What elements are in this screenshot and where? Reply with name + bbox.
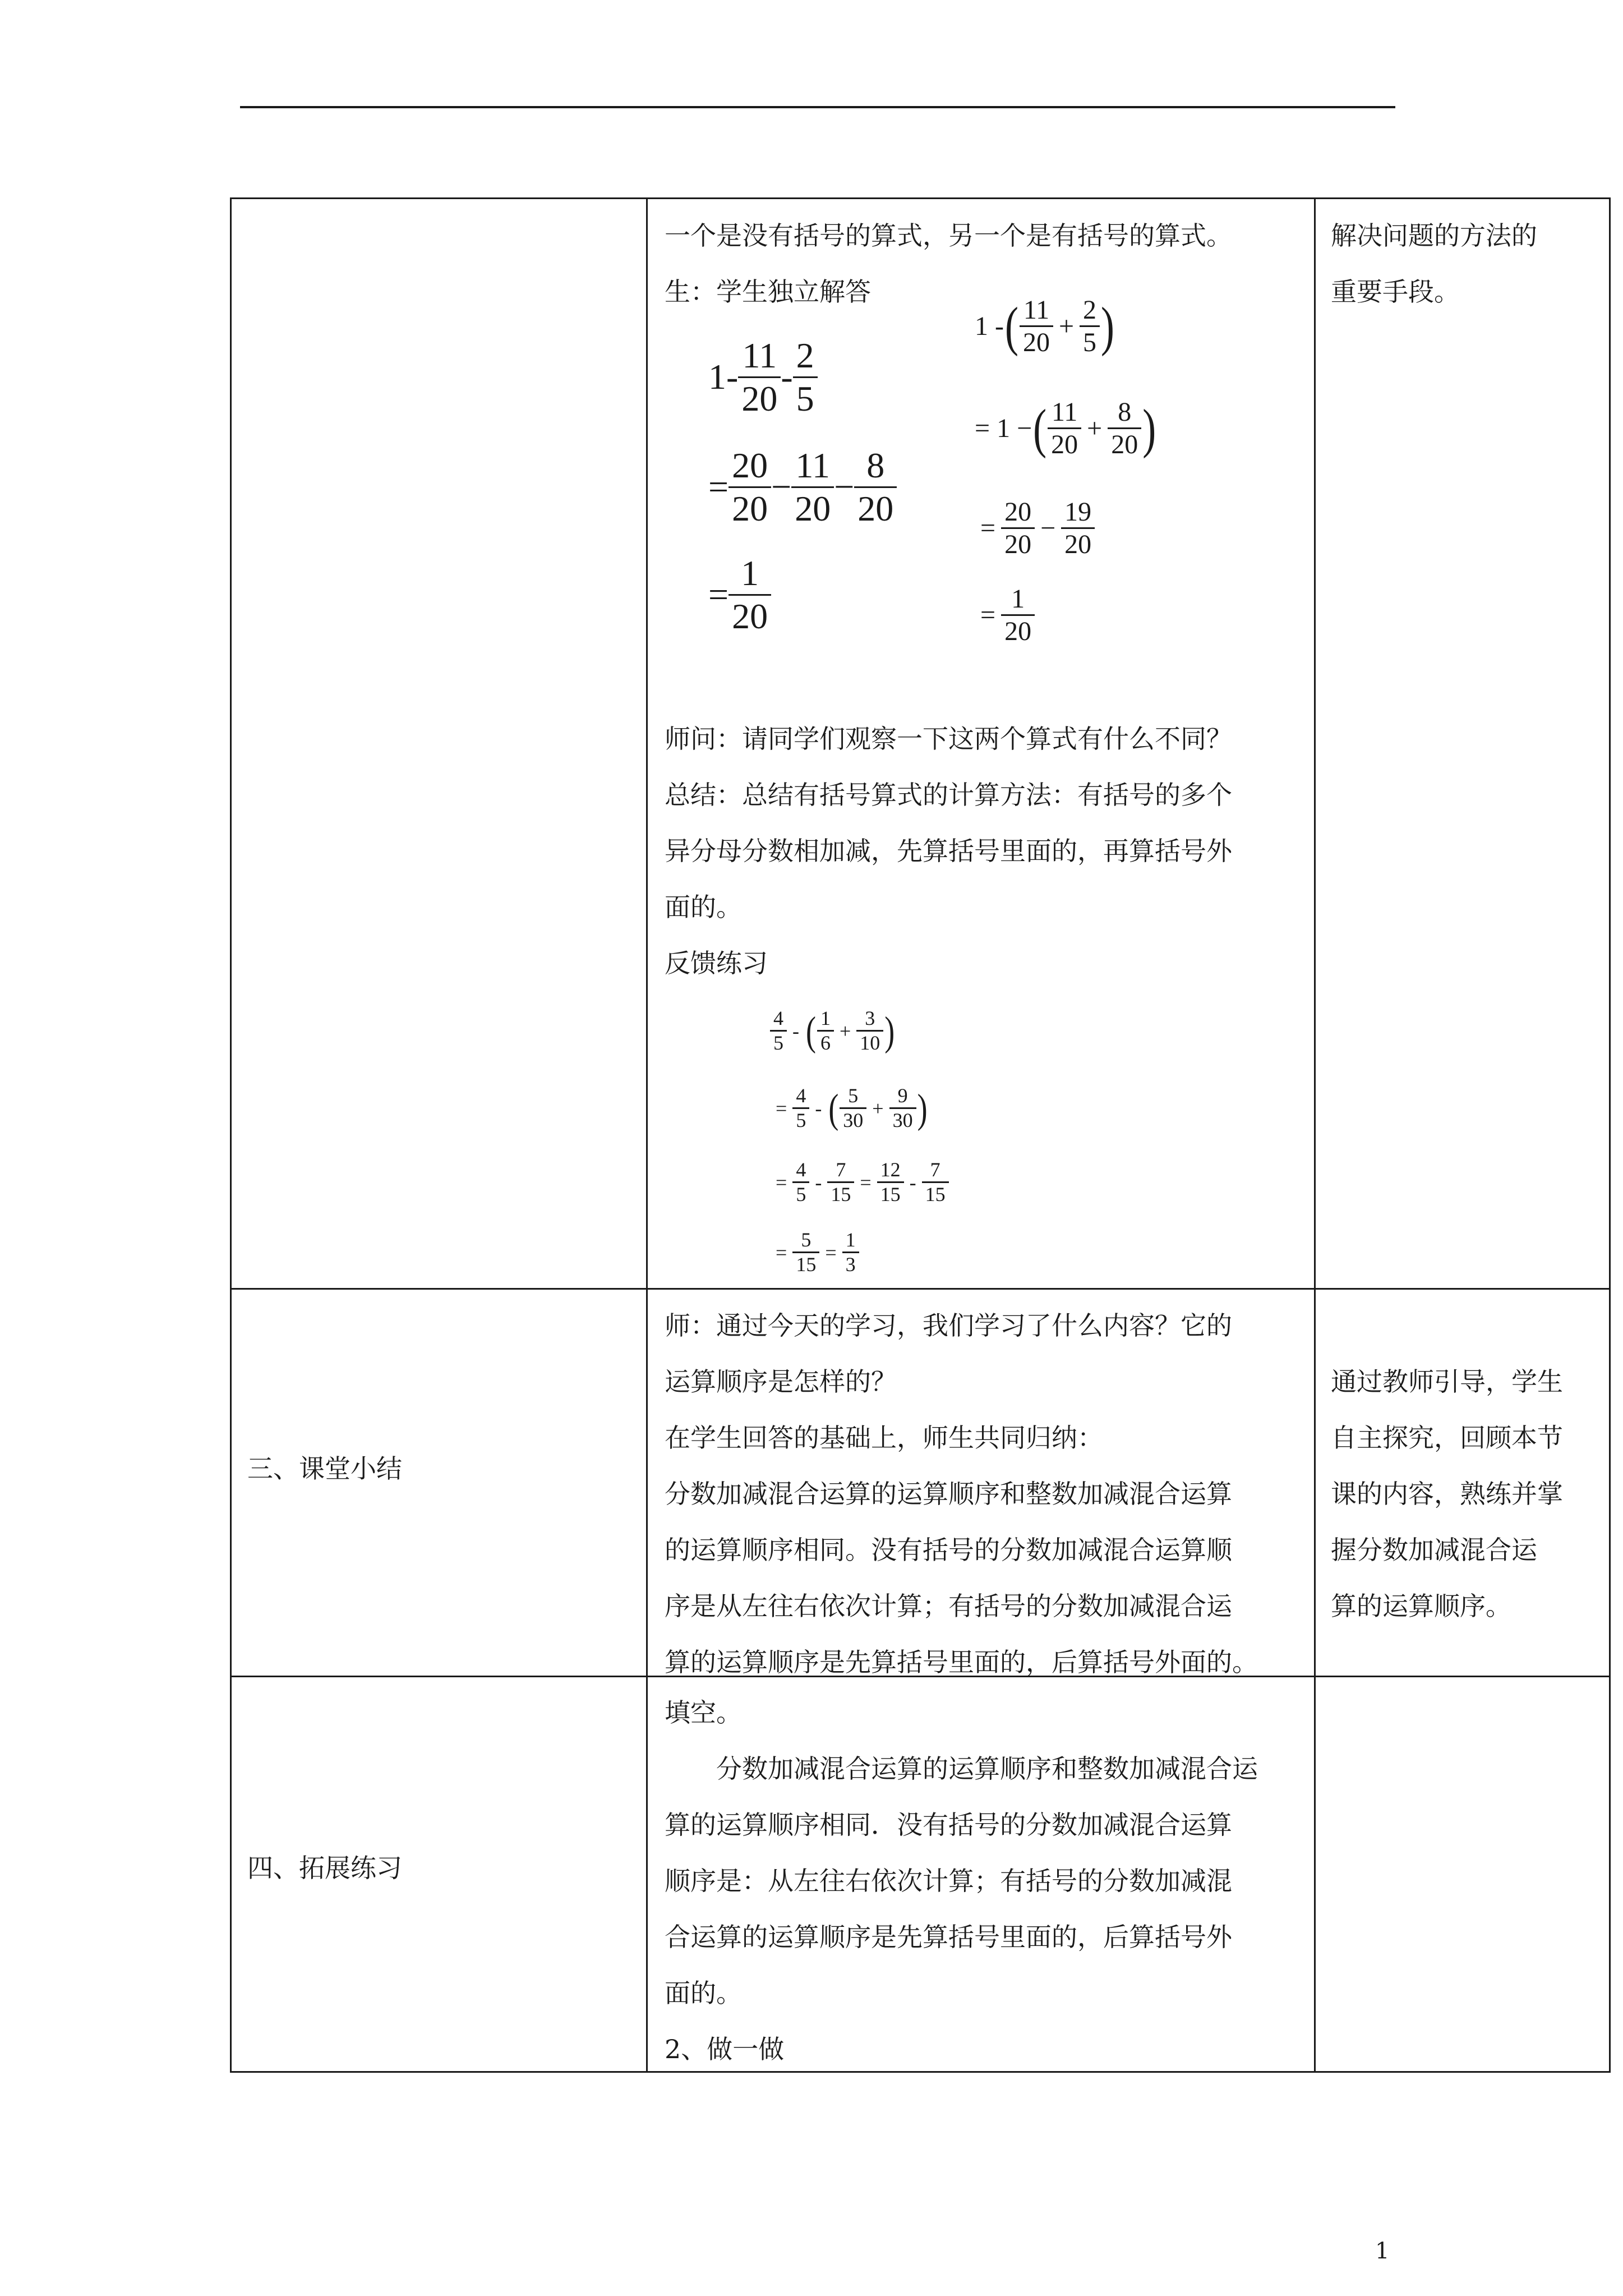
text-line: 反馈练习: [665, 948, 768, 978]
math-operator: =: [776, 1171, 787, 1194]
right-paren: ): [884, 1008, 895, 1054]
text-line: 师：通过今天的学习，我们学习了什么内容？它的: [665, 1310, 1232, 1341]
math-operator: +: [839, 1019, 851, 1042]
text-line: 合运算的运算顺序是先算括号里面的，后算括号外: [665, 1922, 1232, 1952]
note-line: 课的内容，熟练并掌: [1331, 1479, 1563, 1509]
fraction: $\frac{2}{5}$: [1080, 295, 1100, 358]
text-line: 填空。: [665, 1697, 742, 1728]
note-line: 自主探究，回顾本节: [1331, 1423, 1563, 1453]
fraction: $\frac{20}{20}$: [728, 445, 771, 529]
note-line: 通过教师引导，学生: [1331, 1366, 1563, 1397]
header-rule: [240, 106, 1395, 108]
math-operator: −: [1040, 513, 1056, 544]
calc-left-line-2: [708, 445, 897, 529]
left-paren: (: [806, 1008, 816, 1054]
right-paren: ): [1142, 398, 1156, 459]
fraction: $\frac{11}{20}$: [1020, 295, 1053, 358]
fraction: $\frac{1}{6}$: [817, 1007, 834, 1055]
column-divider-2: [1314, 199, 1316, 2071]
left-paren: (: [1033, 398, 1047, 459]
math-operator: −: [771, 467, 792, 507]
text-line: 的运算顺序相同。没有括号的分数加减混合运算顺: [665, 1535, 1232, 1565]
text-line: 分数加减混合运算的运算顺序和整数加减混合运: [665, 1754, 1258, 1784]
math-operator: +: [872, 1097, 884, 1120]
math-operator: =: [776, 1097, 787, 1120]
fraction: $\frac{5}{30}$: [840, 1084, 866, 1133]
text-line: 异分母分数相加减，先算括号里面的，再算括号外: [665, 836, 1232, 866]
fraction: $\frac{8}{20}$: [854, 445, 897, 529]
math-operator: =: [708, 467, 729, 507]
fraction: $\frac{9}{30}$: [889, 1084, 916, 1133]
math-operator: =: [980, 513, 996, 544]
fraction: $\frac{7}{15}$: [827, 1158, 854, 1207]
math-operator: −: [834, 467, 855, 507]
calc-left-line-3: [708, 553, 771, 637]
calc-right-line-1: [975, 295, 1115, 358]
math-term: = 1 −: [975, 413, 1032, 444]
note-line: 重要手段。: [1331, 277, 1460, 307]
fraction: $\frac{3}{10}$: [856, 1007, 883, 1055]
text-line: 总结：总结有括号算式的计算方法：有括号的多个: [665, 780, 1232, 810]
section-label-extension: 四、拓展练习: [247, 1853, 402, 1883]
section-label-summary: 三、课堂小结: [247, 1453, 402, 1484]
page-number: 1: [1375, 2238, 1390, 2264]
practice-line-2: [770, 1084, 929, 1133]
fraction: $\frac{1}{3}$: [842, 1228, 859, 1277]
row1-note: [1331, 208, 1537, 320]
calc-right-line-4: [975, 583, 1035, 647]
math-operator: =: [708, 574, 729, 615]
fraction: $\frac{20}{20}$: [1001, 496, 1035, 560]
note-line: 算的运算顺序。: [1331, 1591, 1511, 1621]
math-operator: =: [980, 600, 996, 631]
fraction: $\frac{5}{15}$: [792, 1228, 819, 1277]
fraction: $\frac{1}{20}$: [1001, 583, 1035, 647]
fraction: $\frac{4}{5}$: [770, 1007, 787, 1055]
text-line: 顺序是：从左往右依次计算；有括号的分数加减混: [665, 1866, 1232, 1896]
row3-content: [665, 1685, 1258, 2077]
fraction: $\frac{2}{5}$: [793, 335, 818, 419]
fraction: $\frac{19}{20}$: [1061, 496, 1095, 560]
fraction: $\frac{11}{20}$: [738, 335, 781, 419]
row2-note: [1331, 1354, 1563, 1634]
right-paren: ): [1101, 296, 1115, 357]
note-line: 解决问题的方法的: [1331, 220, 1537, 251]
lesson-table: [230, 197, 1611, 2073]
math-operator: -: [781, 357, 793, 397]
row1-content-intro: [665, 208, 1232, 320]
column-divider-1: [646, 199, 648, 2071]
calc-right-line-3: [975, 496, 1095, 560]
right-paren: ): [917, 1085, 928, 1131]
row-divider-1: [232, 1288, 1609, 1290]
text-line: 运算顺序是怎样的？: [665, 1366, 897, 1397]
fraction: $\frac{11}{20}$: [1048, 397, 1081, 460]
text-line: 在学生回答的基础上，师生共同归纳：: [665, 1423, 1103, 1453]
row1-content-summary: [665, 711, 1232, 991]
math-operator: =: [860, 1171, 872, 1194]
math-operator: -: [792, 1019, 799, 1042]
fraction: $\frac{11}{20}$: [791, 445, 834, 529]
math-operator: +: [1058, 311, 1075, 342]
math-term: 1-: [708, 357, 739, 397]
text-line: 生：学生独立解答: [665, 277, 871, 307]
math-operator: =: [825, 1241, 837, 1264]
text-line: 算的运算顺序相同．没有括号的分数加减混合运算: [665, 1810, 1232, 1840]
fraction: $\frac{8}{20}$: [1108, 397, 1141, 460]
practice-line-1: [770, 1007, 896, 1055]
fraction: $\frac{1}{20}$: [728, 553, 771, 637]
text-line: 算的运算顺序是先算括号里面的，后算括号外面的。: [665, 1647, 1258, 1677]
math-operator: =: [776, 1241, 787, 1264]
math-operator: -: [909, 1171, 916, 1194]
row2-content: [665, 1297, 1258, 1690]
fraction: $\frac{12}{15}$: [877, 1158, 904, 1207]
math-term: 1 -: [975, 311, 1004, 342]
left-paren: (: [1004, 296, 1018, 357]
fraction: $\frac{7}{15}$: [922, 1158, 949, 1207]
practice-line-4: [770, 1228, 859, 1277]
calc-left-line-1: [708, 335, 818, 419]
text-line: 2、做一做: [665, 2034, 785, 2064]
left-paren: (: [828, 1085, 839, 1131]
math-operator: -: [815, 1097, 822, 1120]
text-line: 序是从左往右依次计算；有括号的分数加减混合运: [665, 1591, 1232, 1621]
calc-right-line-2: [975, 397, 1157, 460]
text-line: 师问：请同学们观察一下这两个算式有什么不同？: [665, 724, 1232, 754]
text-line: 一个是没有括号的算式，另一个是有括号的算式。: [665, 220, 1232, 251]
math-operator: -: [815, 1171, 822, 1194]
fraction: $\frac{4}{5}$: [792, 1158, 809, 1207]
fraction: $\frac{4}{5}$: [792, 1084, 809, 1133]
text-line: 分数加减混合运算的运算顺序和整数加减混合运算: [665, 1479, 1232, 1509]
practice-line-3: [770, 1158, 949, 1207]
text-line: 面的。: [665, 892, 742, 922]
note-line: 握分数加减混合运: [1331, 1535, 1537, 1565]
text-line: 面的。: [665, 1978, 742, 2008]
math-operator: +: [1087, 413, 1103, 444]
